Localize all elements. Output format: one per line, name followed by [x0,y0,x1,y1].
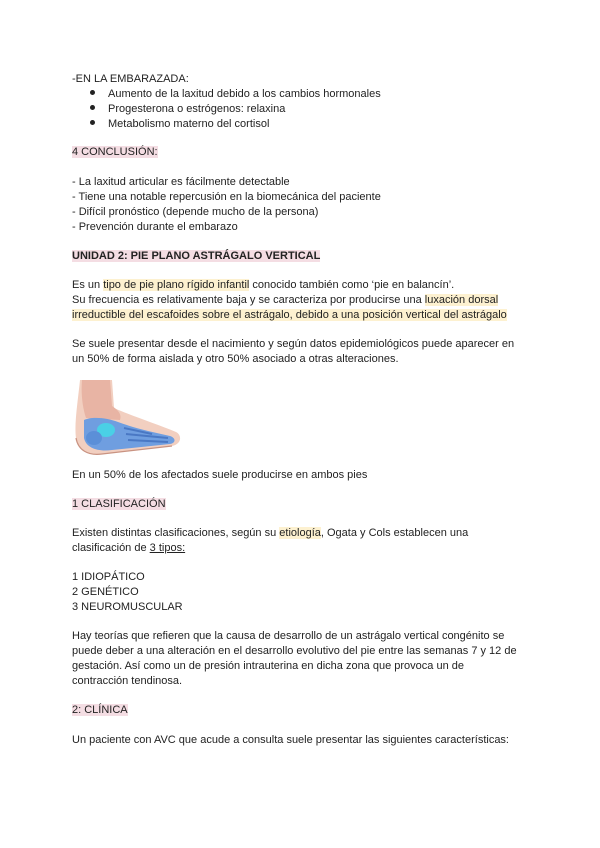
foot-illustration [72,380,184,458]
list-item: Aumento de la laxitud debido a los cambios hormonales [90,87,381,102]
embarazo-heading: -EN LA EMBARAZADA: [72,73,189,85]
bullet-icon [90,120,95,125]
paragraph-line: Existen distintas clasificaciones, según su etiología, Ogata y Cols establecen una [72,527,469,539]
conclusion-line: - Prevención durante el embarazo [72,221,238,233]
tipo-item: 2 GENÉTICO [72,586,139,598]
clasificacion-heading: 1 CLASIFICACIÓN [72,498,166,510]
list-item: Progesterona o estrógenos: relaxina [90,102,285,117]
paragraph-line: Se suele presentar desde el nacimiento y según datos epidemiológicos puede aparecer en [72,338,515,350]
paragraph-line: Hay teorías que refieren que la causa de desarrollo de un astrágalo vertical congénito se [72,630,505,642]
paragraph-line: Es un tipo de pie plano rígido infantil conocido también como ‘pie en balancín’. [72,279,455,291]
paragraph-line: Un paciente con AVC que acude a consulta suele presentar las siguientes características: [72,734,509,746]
unit-title: UNIDAD 2: PIE PLANO ASTRÁGALO VERTICAL [72,250,321,262]
bullet-icon [90,105,95,110]
tipo-item: 3 NEUROMUSCULAR [72,601,183,613]
conclusion-line: - Tiene una notable repercusión en la biomecánica del paciente [72,191,381,203]
paragraph-line: un 50% de forma aislada y otro 50% asociado a otras alteraciones. [72,353,399,365]
paragraph-line: Su frecuencia es relativamente baja y se caracteriza por producirse una luxación dorsal [72,294,499,306]
conclusion-line: - Difícil pronóstico (depende mucho de la persona) [72,206,319,218]
bullet-icon [90,90,95,95]
tipo-item: 1 IDIOPÁTICO [72,571,145,583]
paragraph-line: irreductible del escafoides sobre el astrágalo, debido a una posición vertical del astrágalo [72,309,507,321]
list-item: Metabolismo materno del cortisol [90,117,269,132]
clinica-heading: 2: CLÍNICA [72,704,128,716]
conclusion-heading: 4 CONCLUSIÓN: [72,146,158,158]
paragraph-line: clasificación de 3 tipos: [72,542,186,554]
paragraph-line: gestación. Así como un de presión intrauterina en dicha zona que provoca un de [72,660,464,672]
paragraph-line: puede deber a una alteración en el desarrollo evolutivo del pie entre las semanas 7 y 12 de [72,645,517,657]
paragraph-line: En un 50% de los afectados suele producirse en ambos pies [72,469,368,481]
conclusion-line: - La laxitud articular es fácilmente detectable [72,176,290,188]
paragraph-line: contracción tendinosa. [72,675,183,687]
